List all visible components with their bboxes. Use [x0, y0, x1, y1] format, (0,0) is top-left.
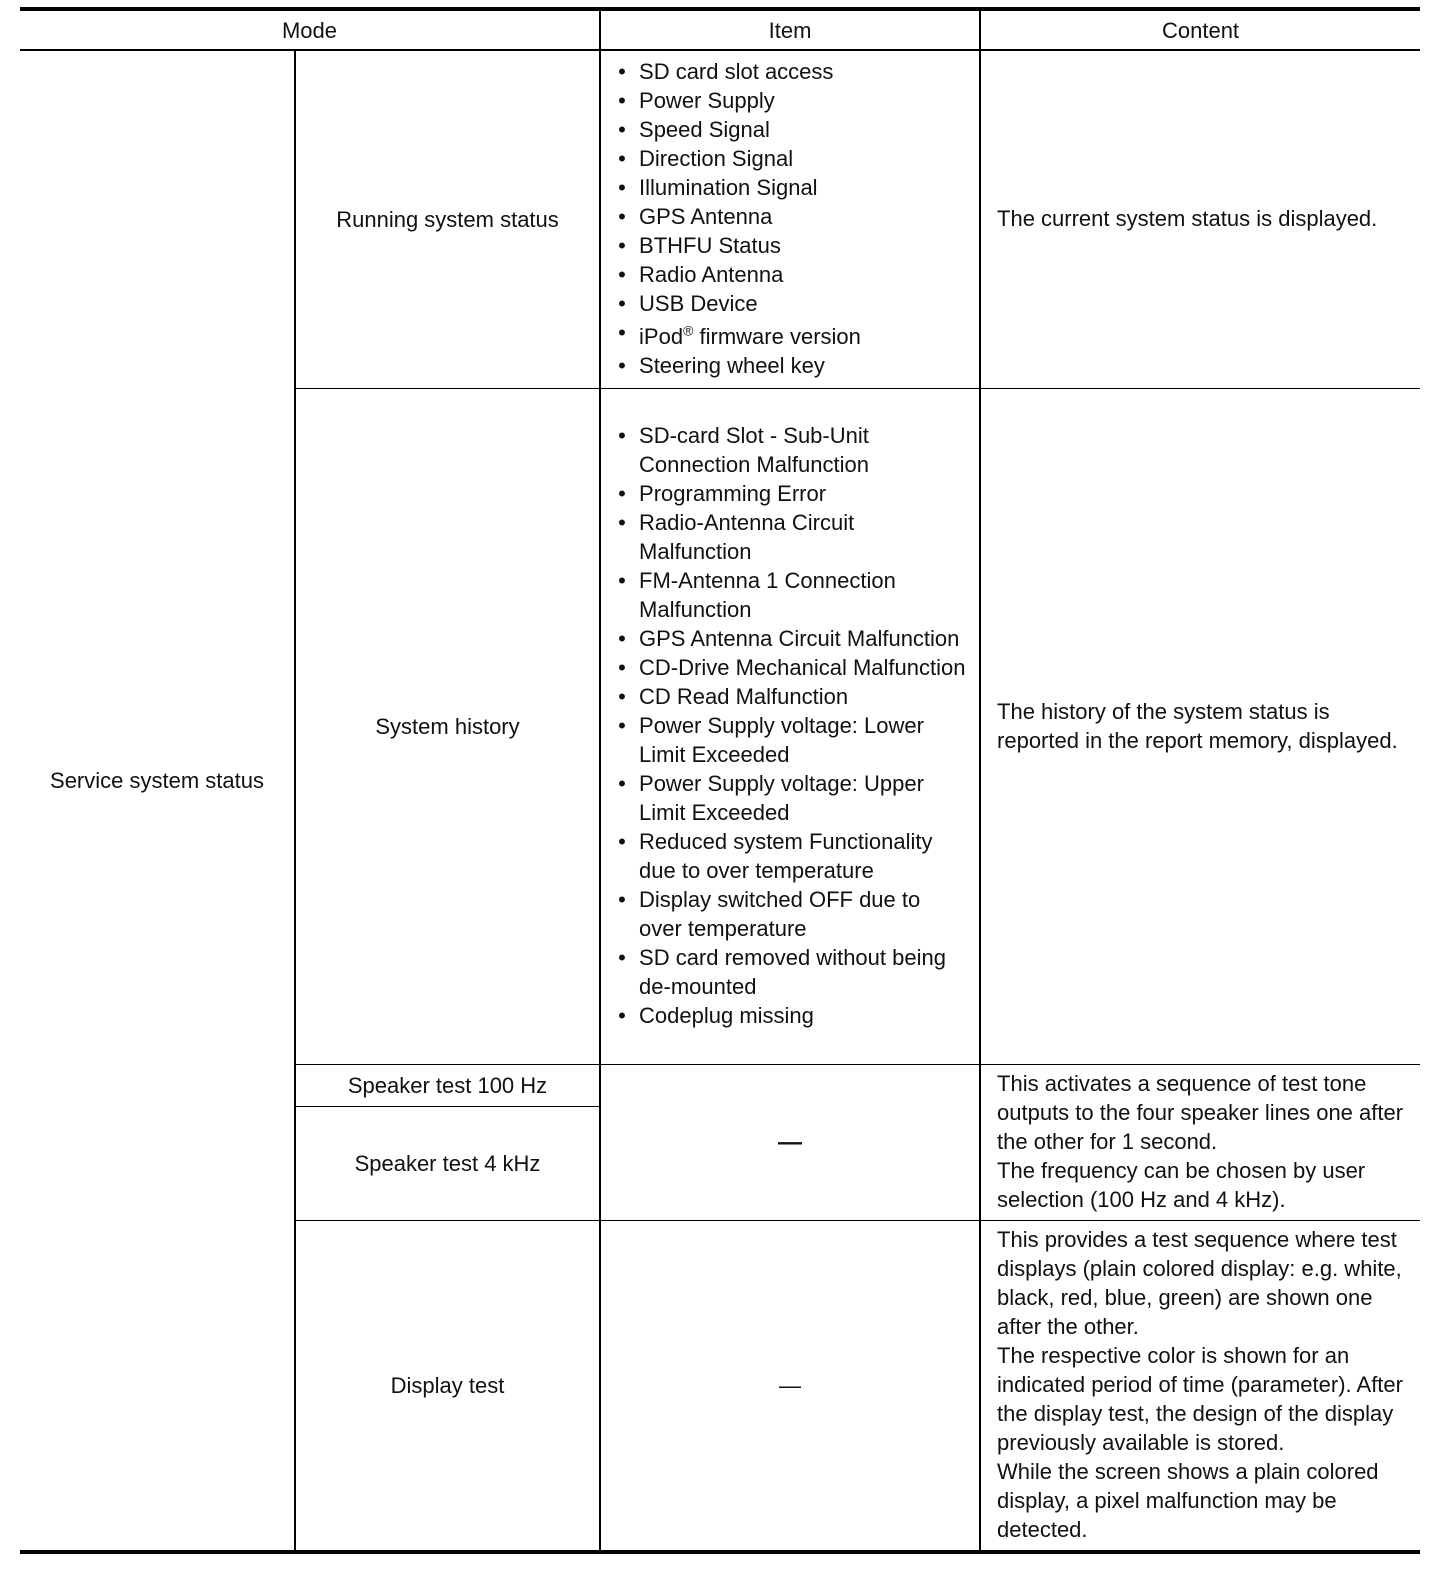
speaker-content-paragraph-1: This activates a sequence of test tone outputs to the four speaker lines one after the other for 1 second.	[997, 1071, 1404, 1154]
list-item: • USB Device	[615, 289, 969, 318]
submode-speaker-test-4khz: Speaker test 4 kHz	[295, 1107, 600, 1221]
header-content: Content	[980, 9, 1420, 50]
content-system-history: The history of the system status is reported in the report memory, displayed.	[980, 389, 1420, 1065]
display-content-paragraph-1: This provides a test sequence where test displays (plain colored display: e.g. white, black, red, blue, green) are shown one after the other.	[997, 1227, 1402, 1339]
list-item: • Programming Error	[615, 479, 969, 508]
service-mode-table-wrapper	[20, 7, 1420, 1554]
ipod-label: iPod	[639, 324, 684, 349]
header-item: Item	[600, 9, 980, 50]
submode-display-test: Display test	[295, 1221, 600, 1553]
list-item: • BTHFU Status	[615, 231, 969, 260]
service-mode-table	[20, 7, 1420, 1554]
list-item: • FM-Antenna 1 Connection Malfunction	[615, 566, 969, 624]
list-item: • CD Read Malfunction	[615, 682, 969, 711]
ipod-firmware-label: firmware version	[699, 324, 861, 349]
list-item: • Radio Antenna	[615, 260, 969, 289]
table-row-running-status	[20, 50, 1420, 389]
table-header-row	[20, 9, 1420, 50]
list-item: • Radio-Antenna Circuit Malfunction	[615, 508, 969, 566]
list-item: • Steering wheel key	[615, 351, 969, 380]
display-content-paragraph-2: The respective color is shown for an indicated period of time (parameter). After the display test, the design of the display previously available is stored.	[997, 1343, 1403, 1455]
list-item: • GPS Antenna	[615, 202, 969, 231]
registered-mark: ®	[683, 322, 694, 339]
submode-system-history: System history	[295, 389, 600, 1065]
list-item: • Direction Signal	[615, 144, 969, 173]
item-speaker-test	[600, 1065, 980, 1221]
list-item: • Display switched OFF due to over temperature	[615, 885, 969, 943]
list-item: • Speed Signal	[615, 115, 969, 144]
items-system-history	[600, 389, 980, 1065]
list-item: • Power Supply voltage: Lower Limit Exceeded	[615, 711, 969, 769]
submode-running-system-status: Running system status	[295, 50, 600, 389]
list-item: • SD-card Slot - Sub-Unit Connection Malfunction	[615, 421, 969, 479]
list-item: • Codeplug missing	[615, 1001, 969, 1030]
running-items-list	[615, 57, 969, 380]
list-item: • Power Supply voltage: Upper Limit Exceeded	[615, 769, 969, 827]
em-dash: —	[778, 1129, 803, 1156]
list-item: • SD card removed without being de-mounted	[615, 943, 969, 1001]
list-item: • Reduced system Functionality due to over temperature	[615, 827, 969, 885]
submode-speaker-test-100hz: Speaker test 100 Hz	[295, 1065, 600, 1107]
history-items-list	[615, 421, 969, 1030]
speaker-content-paragraph-2: The frequency can be chosen by user selection (100 Hz and 4 kHz).	[997, 1158, 1366, 1212]
mode-service-system-status: Service system status	[20, 50, 295, 1552]
list-item: • GPS Antenna Circuit Malfunction	[615, 624, 969, 653]
display-content-paragraph-3: While the screen shows a plain colored display, a pixel malfunction may be detected.	[997, 1459, 1379, 1542]
list-item: • Illumination Signal	[615, 173, 969, 202]
list-item: • CD-Drive Mechanical Malfunction	[615, 653, 969, 682]
content-speaker-test	[980, 1065, 1420, 1221]
list-item-ipod	[615, 318, 969, 351]
items-running-system-status	[600, 50, 980, 389]
list-item: • Power Supply	[615, 86, 969, 115]
header-mode: Mode	[20, 9, 600, 50]
list-item: • SD card slot access	[615, 57, 969, 86]
content-running-system-status: The current system status is displayed.	[980, 50, 1420, 389]
item-display-test: —	[600, 1221, 980, 1553]
content-display-test	[980, 1221, 1420, 1553]
